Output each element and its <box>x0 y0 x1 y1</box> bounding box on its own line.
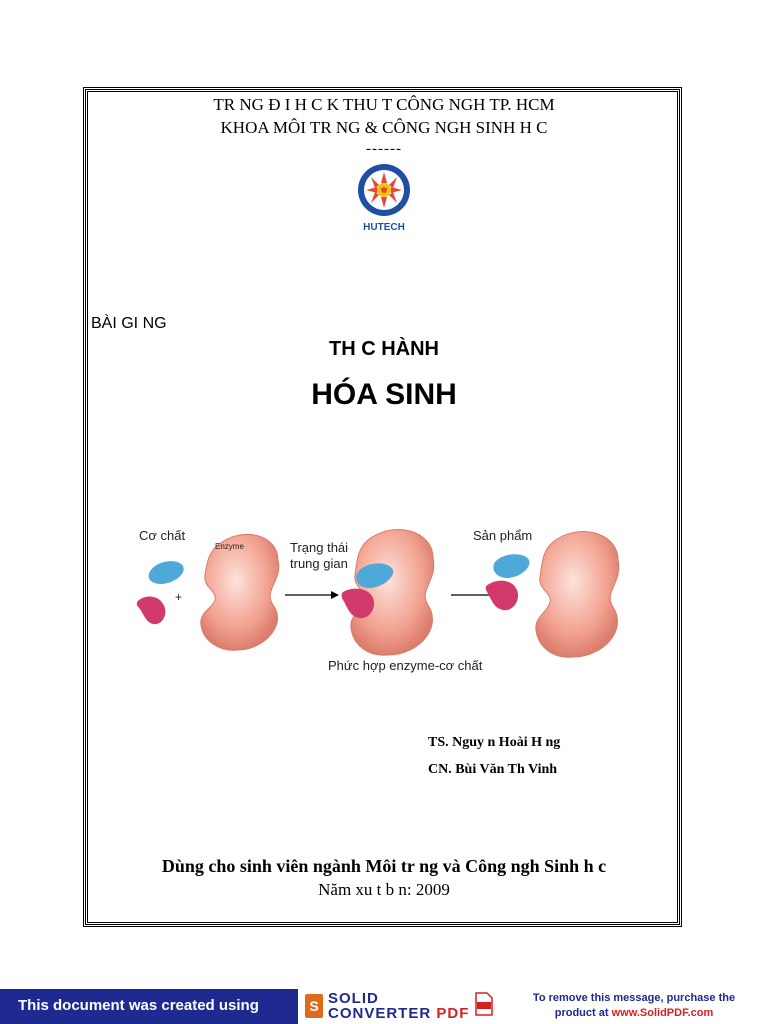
product-label: Sản phẩm <box>473 528 533 543</box>
purchase-line-2-prefix: product at <box>554 1007 609 1019</box>
banner-text: This document was created using <box>18 997 259 1014</box>
substrate-blue-1 <box>149 561 184 584</box>
substrate-label: Cơ chất <box>139 528 186 543</box>
solid-converter-icon <box>304 993 324 1019</box>
brand-line-1: SOLID <box>328 990 379 1007</box>
plus-sign: + <box>175 590 183 604</box>
svg-text:S: S <box>309 998 319 1014</box>
banner-left <box>0 989 298 1024</box>
author-2: CN. Bùi Văn Th Vinh <box>428 762 558 777</box>
solid-converter-logo[interactable] <box>298 989 500 1024</box>
lecture-label: BÀI GI NG <box>91 315 167 332</box>
enzyme-label: Enzyme <box>215 542 244 551</box>
enzyme-shape-3 <box>536 532 619 658</box>
converter-banner[interactable] <box>0 989 768 1024</box>
pdf-file-icon <box>474 992 494 1016</box>
enzyme-shape-1 <box>201 534 279 650</box>
logo-text: HUTECH <box>363 222 405 233</box>
transition-label-1: Trạng thái <box>290 540 349 555</box>
header-separator: ------ <box>366 141 402 157</box>
enzyme-illustration <box>133 500 633 710</box>
faculty-name: KHOA MÔI TR NG & CÔNG NGH SINH H C <box>220 118 548 137</box>
substrate-blue-3 <box>493 554 529 578</box>
purchase-line-2 <box>500 1007 768 1019</box>
enzyme-diagram <box>133 500 633 710</box>
brand-converter: CONVERTER <box>328 1005 432 1022</box>
substrate-pink-1 <box>137 597 166 625</box>
purchase-message <box>500 989 768 1024</box>
hutech-logo-icon <box>356 163 412 217</box>
publication-year: Năm xu t b n: 2009 <box>318 880 450 899</box>
document-title: HÓA SINH <box>311 378 457 411</box>
usage-note: Dùng cho sinh viên ngành Môi tr ng và Công ngh Sinh h c <box>161 856 607 876</box>
purchase-line-1: To remove this message, purchase the <box>532 992 736 1004</box>
complex-label: Phức hợp enzyme-cơ chất <box>328 658 483 673</box>
document-subtitle: TH C HÀNH <box>329 338 439 360</box>
brand-line-2 <box>328 1006 469 1021</box>
author-1: TS. Nguy n Hoài H ng <box>428 735 561 750</box>
substrate-pink-3 <box>486 581 518 611</box>
brand-pdf: PDF <box>436 1005 470 1022</box>
substrate-pink-2 <box>342 589 375 619</box>
transition-label-2: trung gian <box>290 556 348 571</box>
university-name: TR NG Đ I H C K THU T CÔNG NGH TP. HCM <box>213 95 555 114</box>
solidpdf-link[interactable]: www.SolidPDF.com <box>611 1007 714 1019</box>
